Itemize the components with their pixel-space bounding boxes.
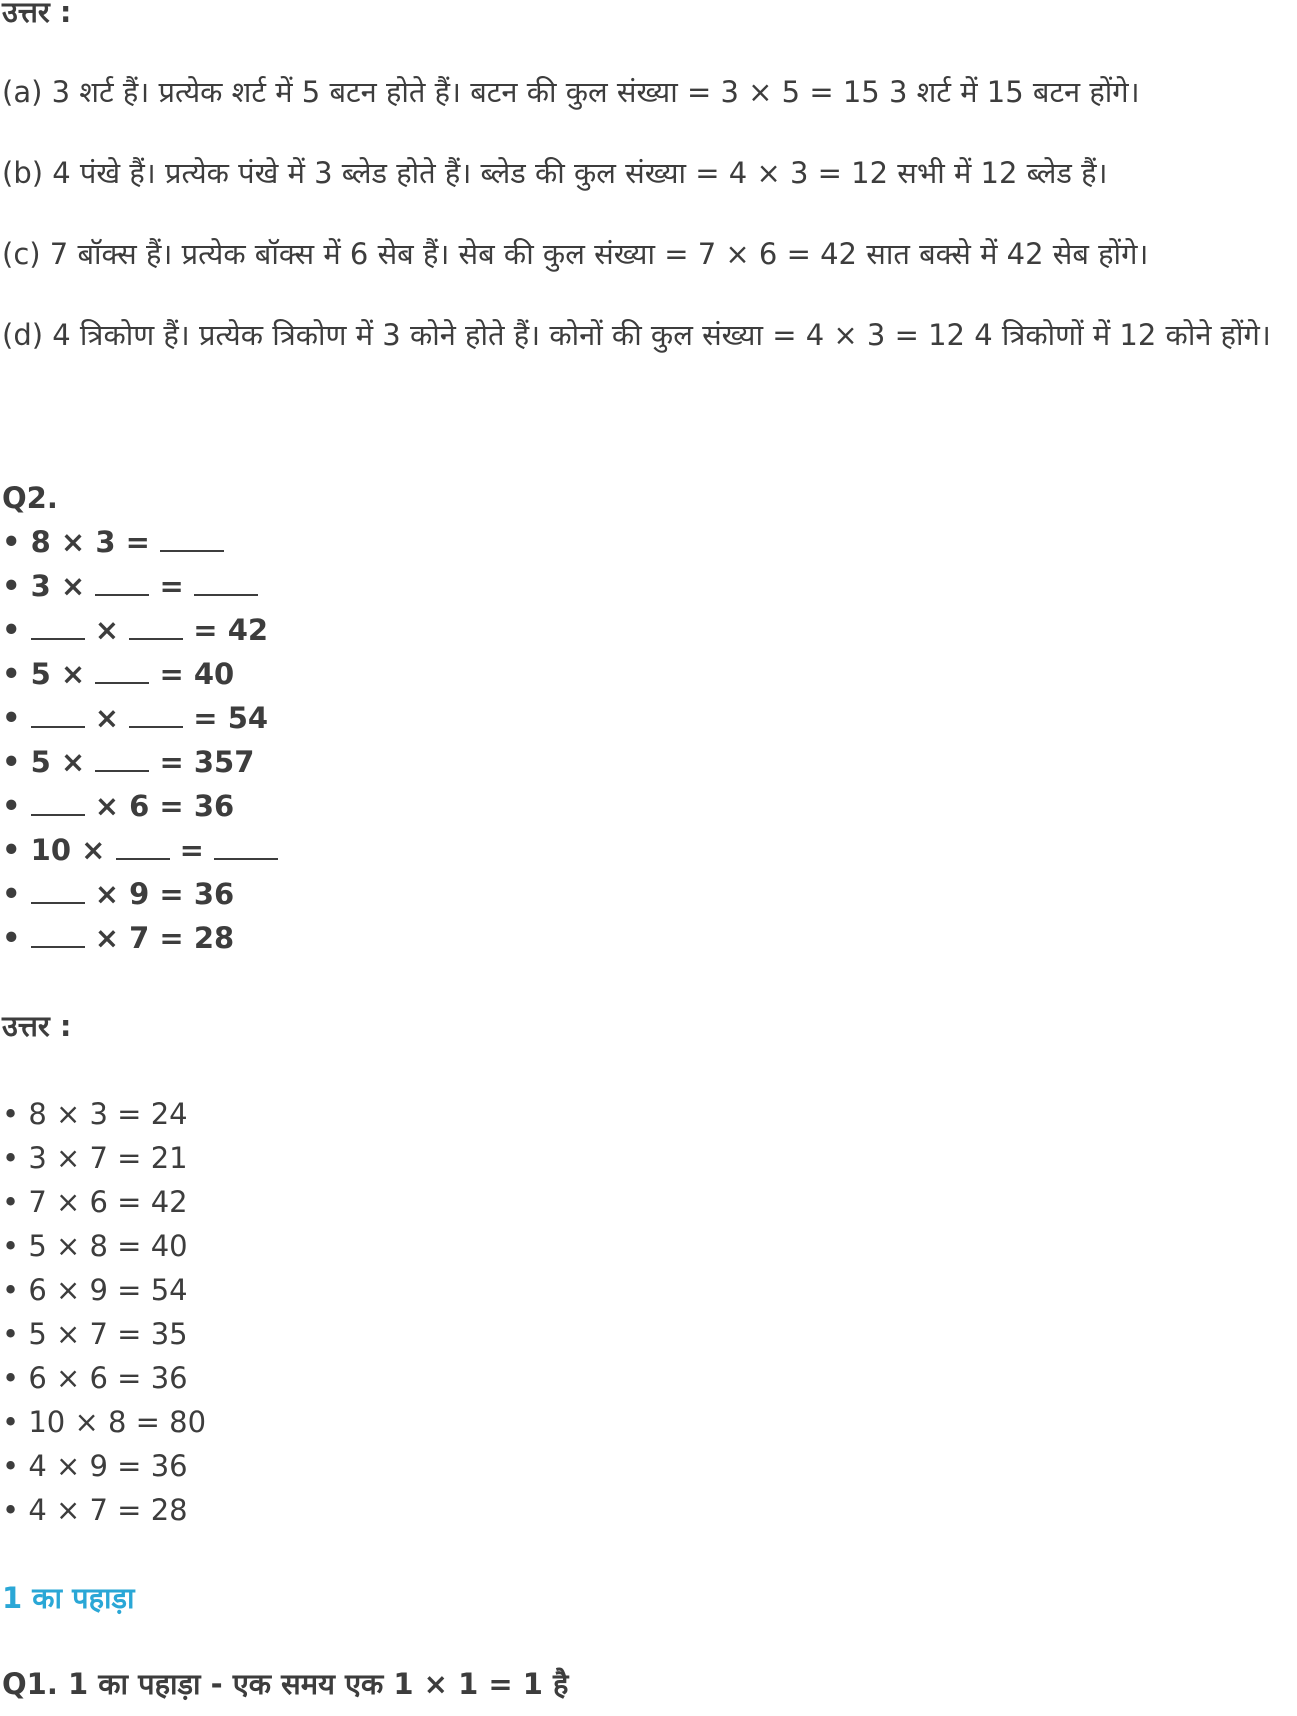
exercise-item: • 8 × 3 = (2, 522, 224, 562)
answer-blank (31, 876, 85, 904)
answer-paragraph-b: (b) 4 पंखे हैं। प्रत्येक पंखे में 3 ब्लेड होते हैं। ब्लेड की कुल संख्या = 4 × 3 = 12 सभी में 12 ब्लेड हैं। (2, 156, 1108, 190)
exercise-item: • × = 42 (2, 613, 269, 647)
answer-heading: उत्तर : (2, 1009, 72, 1043)
answer-blank (95, 568, 149, 596)
exercise-item: • 5 × = 40 (2, 657, 235, 691)
exercise-item: • × 9 = 36 (2, 877, 235, 911)
answer-item: • 10 × 8 = 80 (2, 1405, 207, 1439)
answer-blank (95, 744, 149, 772)
answer-item: • 5 × 8 = 40 (2, 1229, 188, 1263)
answer-item: • 4 × 9 = 36 (2, 1449, 188, 1483)
exercise-item: • × 6 = 36 (2, 789, 235, 823)
answer-blank (194, 568, 258, 596)
answer-paragraph-d: (d) 4 त्रिकोण हैं। प्रत्येक त्रिकोण में 3 कोने होते हैं। कोनों की कुल संख्या = 4 × 3 = 12 4 त्रिकोणों में 12 कोने होंगे। (2, 318, 1271, 352)
answer-item: • 7 × 6 = 42 (2, 1185, 188, 1219)
answer-blank (214, 832, 278, 860)
answer-paragraph-a: (a) 3 शर्ट हैं। प्रत्येक शर्ट में 5 बटन होते हैं। बटन की कुल संख्या = 3 × 5 = 15 3 शर्ट में 15 बटन होंगे। (2, 75, 1140, 109)
answer-item: • 6 × 6 = 36 (2, 1361, 188, 1395)
exercise-item: • 5 × = 357 (2, 745, 255, 779)
answer-blank (31, 788, 85, 816)
answer-blank (116, 832, 170, 860)
exercise-item: • 3 × = (2, 566, 258, 606)
answer-item: • 6 × 9 = 54 (2, 1273, 188, 1307)
exercise-item: • × 7 = 28 (2, 921, 235, 955)
answer-item: • 4 × 7 = 28 (2, 1493, 188, 1527)
answer-item: • 3 × 7 = 21 (2, 1141, 188, 1175)
answer-blank (129, 612, 183, 640)
answer-paragraph-c: (c) 7 बॉक्स हैं। प्रत्येक बॉक्स में 6 सेब हैं। सेब की कुल संख्या = 7 × 6 = 42 सात बक्से में 42 सेब होंगे। (2, 237, 1149, 271)
section-title: 1 का पहाड़ा (2, 1581, 135, 1615)
answer-item: • 5 × 7 = 35 (2, 1317, 188, 1351)
table-question-line: Q1. 1 का पहाड़ा - एक समय एक 1 × 1 = 1 है (2, 1667, 569, 1701)
answer-blank (129, 700, 183, 728)
answer-blank (31, 612, 85, 640)
answer-blank (31, 700, 85, 728)
answer-blank (95, 656, 149, 684)
exercise-item: • × = 54 (2, 701, 269, 735)
exercise-item: • 10 × = (2, 830, 278, 870)
answer-item: • 8 × 3 = 24 (2, 1097, 188, 1131)
question-label-q2: Q2. (2, 481, 58, 515)
answer-blank (160, 524, 224, 552)
answer-blank (31, 920, 85, 948)
answer-heading: उत्तर : (2, 0, 72, 29)
